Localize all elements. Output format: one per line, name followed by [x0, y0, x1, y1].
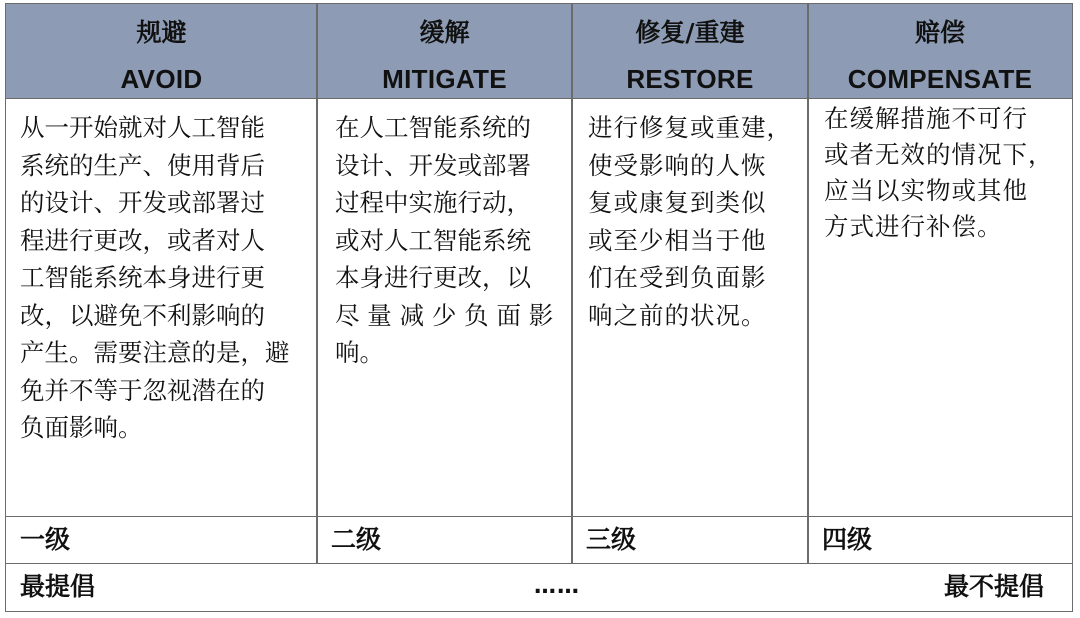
text-line: 响之前的状况。 — [588, 300, 767, 330]
ellipsis-label: …… — [534, 574, 580, 599]
text-line: 改，以避免不利影响的 — [20, 300, 265, 330]
level-cell-2: 二级 — [331, 525, 382, 554]
text-line: 负面影响。 — [20, 413, 143, 442]
text-line: 应当以实物或其他 — [824, 176, 1028, 205]
text-line: 工智能系统本身进行更 — [20, 263, 265, 292]
text-line: 从一开始就对人工智能 — [20, 113, 265, 142]
text-line: 们在受到负面影 — [588, 263, 767, 292]
header-title-en: COMPENSATE — [847, 64, 1033, 94]
header-cell-restore — [572, 4, 808, 99]
text-line: 产生。需要注意的是，避 — [20, 338, 290, 367]
level-cell-4: 四级 — [822, 525, 873, 554]
text-line: 系统的生产、使用背后 — [20, 150, 265, 180]
header-cell-mitigate — [317, 4, 572, 99]
text-line: 响。 — [335, 338, 384, 367]
header-title-cn: 修复/重建 — [635, 18, 745, 47]
text-line: 在人工智能系统的 — [335, 113, 531, 142]
body-cell-restore — [572, 101, 808, 516]
text-line: 在缓解措施不可行 — [824, 104, 1028, 133]
text-line: 方式进行补偿。 — [824, 212, 1003, 241]
text-line: 的设计、开发或部署过 — [20, 188, 265, 217]
header-title-cn: 赔偿 — [914, 18, 965, 47]
table-header-row — [6, 4, 1072, 99]
text-line: 程进行更改，或者对人 — [20, 225, 265, 255]
header-title-en: AVOID — [120, 64, 203, 94]
body-cell-compensate — [808, 101, 1072, 516]
text-line: 复或康复到类似 — [588, 188, 767, 217]
text-line: 或对人工智能系统 — [335, 225, 531, 255]
header-title-cn: 缓解 — [419, 18, 470, 47]
text-line: 或至少相当于他 — [588, 225, 767, 255]
text-line: 使受影响的人恢 — [588, 150, 767, 180]
body-cell-avoid — [6, 101, 317, 516]
least-recommended-label: 最不提倡 — [943, 572, 1044, 601]
text-line: 设计、开发或部署 — [335, 150, 531, 180]
text-line: 过程中实施行动， — [335, 188, 531, 217]
header-cell-avoid — [6, 4, 317, 99]
header-title-en: RESTORE — [626, 64, 754, 94]
header-cell-compensate — [808, 4, 1072, 99]
most-recommended-label: 最提倡 — [20, 572, 96, 601]
body-cell-mitigate — [317, 101, 572, 516]
preference-row — [6, 564, 1072, 610]
level-cell-1: 一级 — [20, 525, 71, 554]
header-title-en: MITIGATE — [382, 64, 507, 94]
text-line: 本身进行更改，以 — [335, 263, 531, 292]
remedy-table — [5, 3, 1073, 612]
text-line: 或者无效的情况下， — [824, 140, 1054, 169]
level-row — [6, 516, 1072, 564]
text-line: 免并不等于忽视潜在的 — [20, 375, 265, 405]
text-line: 进行修复或重建， — [588, 113, 792, 142]
text-line: 尽 量 减 少 负 面 影 — [335, 300, 554, 330]
level-cell-3: 三级 — [586, 525, 637, 554]
header-title-cn: 规避 — [136, 18, 187, 47]
